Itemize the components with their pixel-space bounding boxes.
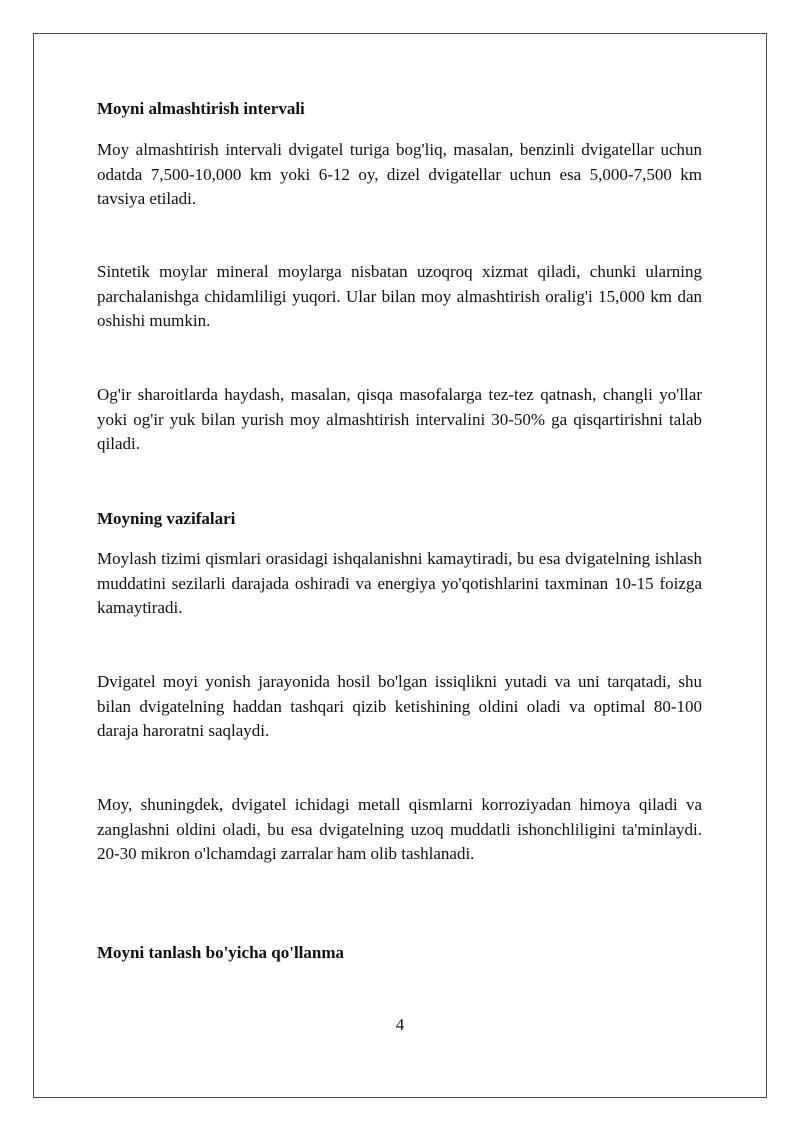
paragraph-severe-conditions: Og'ir sharoitlarda haydash, masalan, qisqa masofalarga tez-tez qatnash, changli yo'llar yoki og'ir yuk bilan yurish moy almashtirish intervalini 30-50% ga qisqartirishni talab qiladi. (97, 385, 702, 453)
paragraph-friction-reduction: Moylash tizimi qismlari orasidagi ishqalanishni kamaytiradi, bu esa dvigatelning ishlash muddatini sezilarli darajada oshiradi va energiya yo'qotishlarini taxminan 10-15 foizga kamaytiradi. (97, 549, 702, 617)
section-heading-oil-change-interval: Moyni almashtirish intervali (97, 99, 305, 118)
page-number: 4 (395, 1015, 405, 1034)
paragraph-synthetic-oils: Sintetik moylar mineral moylarga nisbatan uzoqroq xizmat qiladi, chunki ularning parchalanishga chidamliligi yuqori. Ular bilan moy almashtirish oralig'i 15,000 km dan oshishi mumkin. (97, 262, 702, 330)
section-heading-oil-selection-guide: Moyni tanlash bo'yicha qo'llanma (97, 943, 345, 962)
paragraph-heat-absorption: Dvigatel moyi yonish jarayonida hosil bo'lgan issiqlikni yutadi va uni tarqatadi, shu bilan dvigatelning haddan tashqari qizib ketishining oldini oladi va optimal 80-100 daraja haroratni saqlaydi. (97, 672, 702, 740)
paragraph-corrosion-protection: Moy, shuningdek, dvigatel ichidagi metall qismlarni korroziyadan himoya qiladi va zanglashni oldini oladi, bu esa dvigatelning uzoq muddatli ishonchliligini ta'minlaydi. 20-30 mikron o'lchamdagi zarralar ham olib tashlanadi. (97, 795, 702, 863)
section-heading-oil-functions: Moyning vazifalari (97, 509, 236, 528)
paragraph-interval-by-engine-type: Moy almashtirish intervali dvigatel turiga bog'liq, masalan, benzinli dvigatellar uchun odatda 7,500-10,000 km yoki 6-12 oy, dizel dvigatellar uchun esa 5,000-7,500 km tavsiya etiladi. (97, 140, 702, 208)
